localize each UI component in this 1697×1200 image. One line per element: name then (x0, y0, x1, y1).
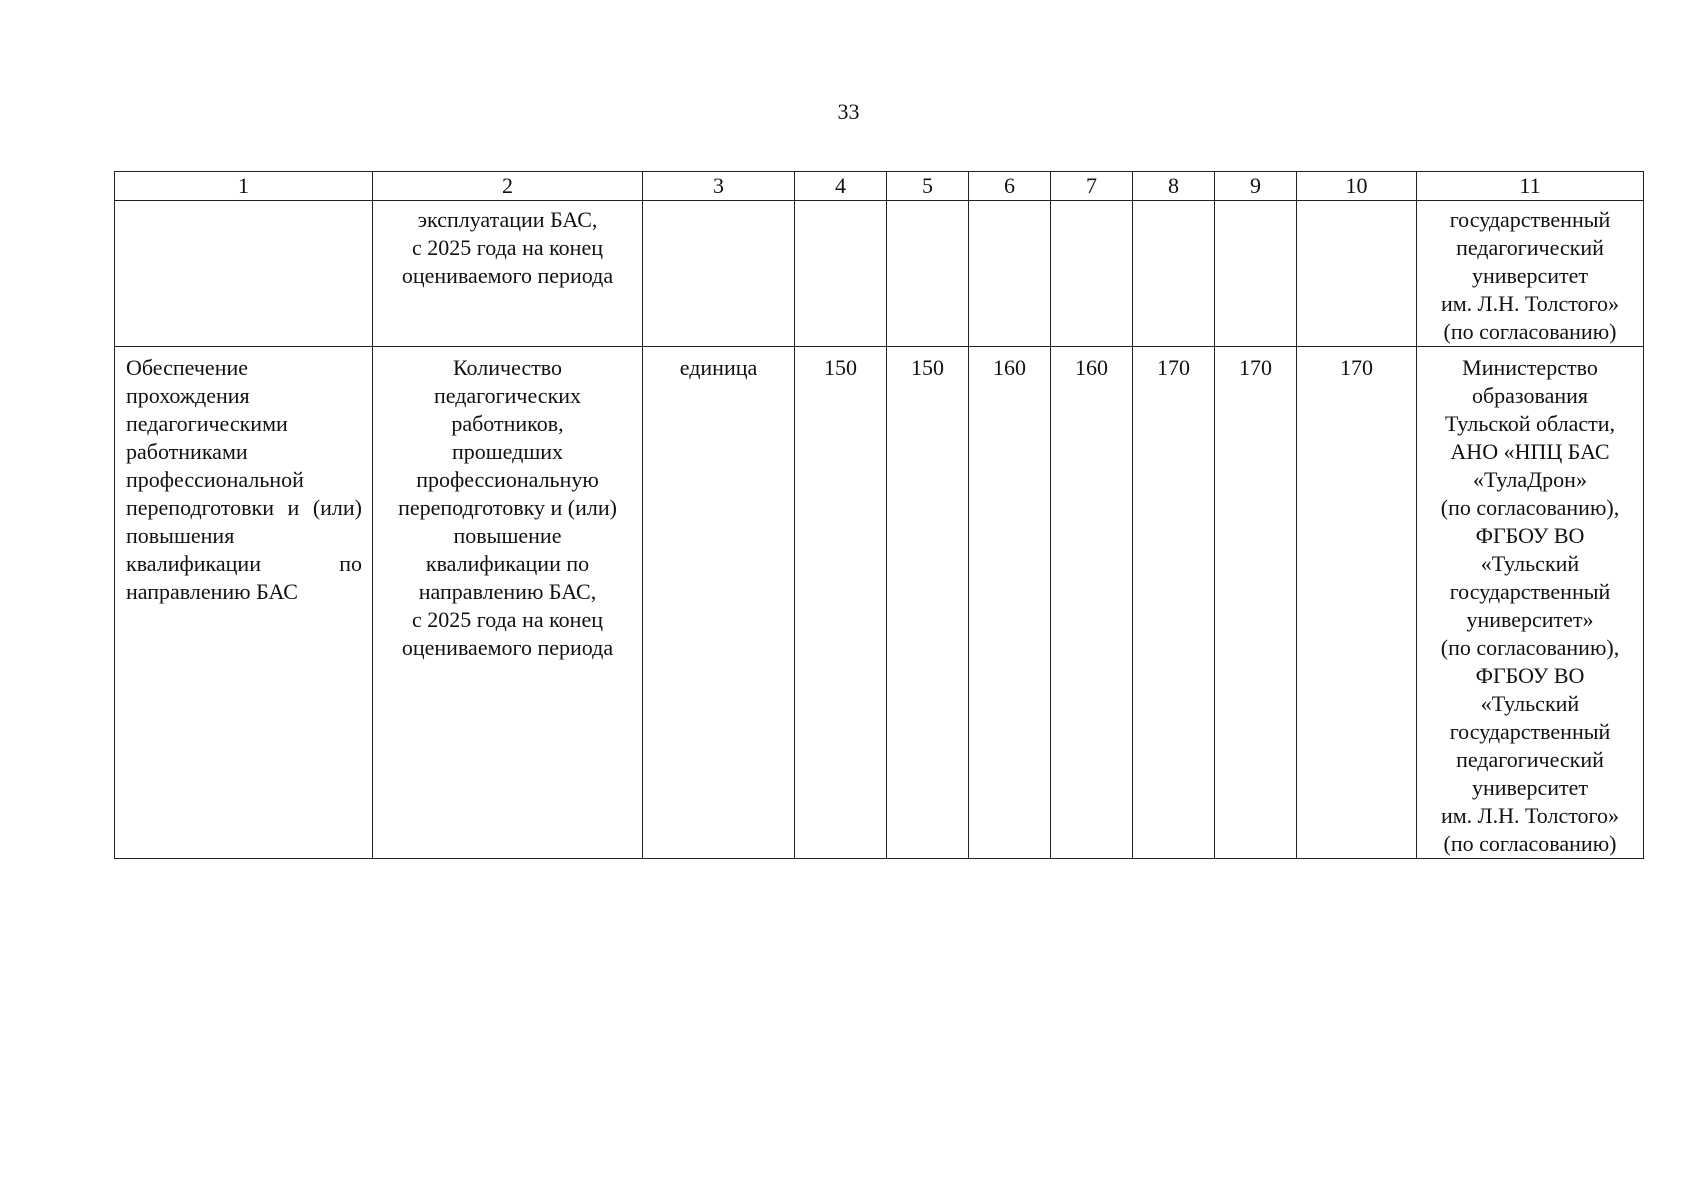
value-cell: 160 (969, 347, 1051, 859)
value-cell (969, 201, 1051, 347)
value-cell: 170 (1297, 347, 1417, 859)
value-cell: 170 (1215, 347, 1297, 859)
event-cell (115, 201, 373, 347)
column-number-header: 4 (795, 172, 887, 201)
value-cell (1051, 201, 1133, 347)
event-cell: Обеспечение прохождения педагогическими работниками профессиональной переподготовки и (или) повышения квалификации по направлению БАС (115, 347, 373, 859)
value-cell: 150 (887, 347, 969, 859)
responsible-cell: Министерство образования Тульской области, АНО «НПЦ БАС «ТулаДрон» (по согласованию), ФГБОУ ВО «Тульский государственный университет» (по согласованию), ФГБОУ ВО «Тульский государственный педагогический университет им. Л.Н. Толстого» (по согласованию) (1417, 347, 1644, 859)
unit-cell (643, 201, 795, 347)
value-cell (887, 201, 969, 347)
column-number-header: 8 (1133, 172, 1215, 201)
column-number-header: 10 (1297, 172, 1417, 201)
indicator-cell: эксплуатации БАС, с 2025 года на конец оцениваемого периода (373, 201, 643, 347)
page-number: 33 (837, 99, 860, 124)
column-number-header: 11 (1417, 172, 1644, 201)
column-number-header: 6 (969, 172, 1051, 201)
value-cell (1215, 201, 1297, 347)
responsible-cell: государственный педагогический университет им. Л.Н. Толстого» (по согласованию) (1417, 201, 1644, 347)
column-number-header: 2 (373, 172, 643, 201)
column-number-header: 7 (1051, 172, 1133, 201)
value-cell: 160 (1051, 347, 1133, 859)
indicator-cell: Количество педагогических работников, прошедших профессиональную переподготовку и (или) повышение квалификации по направлению БАС, с 2025 года на конец оцениваемого периода (373, 347, 643, 859)
value-cell: 170 (1133, 347, 1215, 859)
table-header-row (115, 172, 1644, 201)
column-number-header: 1 (115, 172, 373, 201)
value-cell (795, 201, 887, 347)
column-number-header: 5 (887, 172, 969, 201)
unit-cell: единица (643, 347, 795, 859)
column-number-header: 9 (1215, 172, 1297, 201)
table-row (115, 347, 1644, 859)
table-row (115, 201, 1644, 347)
indicators-table (114, 171, 1644, 859)
value-cell (1133, 201, 1215, 347)
column-number-header: 3 (643, 172, 795, 201)
value-cell (1297, 201, 1417, 347)
value-cell: 150 (795, 347, 887, 859)
